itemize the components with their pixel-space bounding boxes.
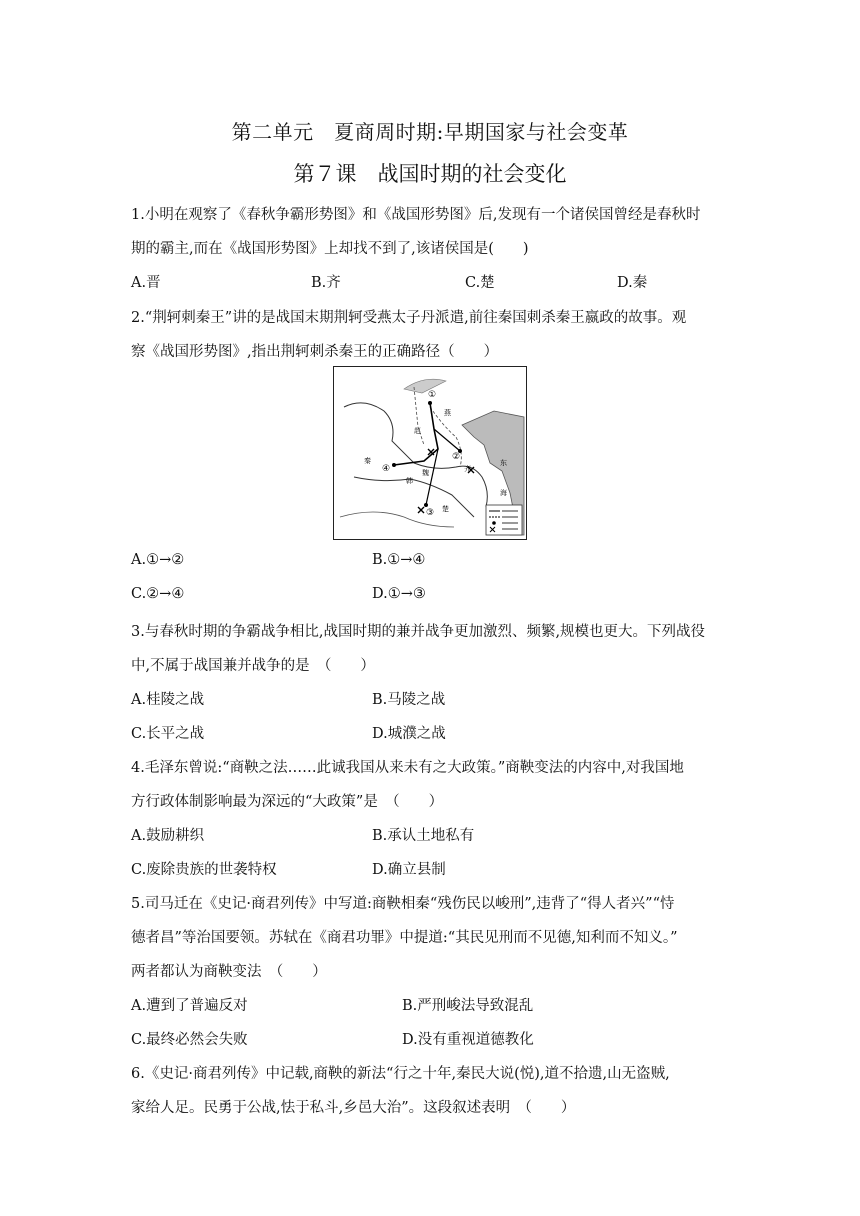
q4-option-a[interactable]: A.鼓励耕织 — [131, 828, 205, 844]
map-label-wei: 魏 — [422, 469, 429, 477]
warring-states-map — [333, 366, 527, 540]
map-marker-3: ③ — [426, 508, 435, 518]
q3-option-d[interactable]: D.城濮之战 — [372, 726, 446, 742]
map-label-hai: 海 — [500, 489, 507, 497]
q2-option-d[interactable]: D.①→③ — [372, 586, 426, 602]
question-4-line-2: 方行政体制影响最为深远的“大政策”是 （ ） — [131, 794, 444, 810]
question-1-line-2: 期的霸主,而在《战国形势图》上却找不到了,该诸侯国是( ) — [131, 241, 529, 257]
map-marker-4: ④ — [382, 464, 391, 474]
map-label-han: 韩 — [406, 477, 413, 485]
q1-option-a[interactable]: A.晋 — [131, 275, 161, 291]
lesson-title: 第７课 战国时期的社会变化 — [293, 162, 567, 186]
q3-option-b[interactable]: B.马陵之战 — [372, 692, 446, 708]
q5-option-d[interactable]: D.没有重视道德教化 — [402, 1032, 534, 1048]
map-marker-2: ② — [452, 452, 461, 462]
q1-option-d[interactable]: D.秦 — [617, 275, 648, 291]
question-6-line-1: 6.《史记·商君列传》中记载,商鞅的新法“行之十年,秦民大说(悦),道不拾遗,山无盗贼, — [131, 1066, 670, 1082]
unit-title: 第二单元 夏商周时期:早期国家与社会变革 — [231, 120, 629, 144]
q2-option-a[interactable]: A.①→② — [131, 552, 185, 568]
map-label-zhao: 赵 — [414, 427, 421, 435]
map-label-qi: 齐 — [464, 465, 471, 473]
question-2-line-1: 2.“荆轲刺秦王”讲的是战国末期荆轲受燕太子丹派遣,前往秦国刺杀秦王嬴政的故事。观 — [131, 310, 687, 326]
question-6-line-2: 家给人足。民勇于公战,怯于私斗,乡邑大治”。这段叙述表明 （ ） — [131, 1100, 576, 1116]
q3-option-a[interactable]: A.桂陵之战 — [131, 692, 205, 708]
q5-option-b[interactable]: B.严刑峻法导致混乱 — [402, 998, 534, 1014]
question-3-line-1: 3.与春秋时期的争霸战争相比,战国时期的兼并战争更加激烈、频繁,规模也更大。下列战役 — [131, 624, 706, 640]
question-2-line-2: 察《战国形势图》,指出荆轲刺杀秦王的正确路径（ ） — [131, 344, 499, 360]
q4-option-d[interactable]: D.确立县制 — [372, 862, 446, 878]
q1-option-b[interactable]: B.齐 — [311, 275, 341, 291]
map-marker-1: ① — [428, 390, 437, 400]
question-5-line-1: 5.司马迁在《史记·商君列传》中写道:商鞅相秦“残伤民以峻刑”,违背了“得人者兴”“恃 — [131, 896, 675, 912]
question-3-line-2: 中,不属于战国兼并战争的是 （ ） — [131, 658, 375, 674]
q4-option-c[interactable]: C.废除贵族的世袭特权 — [131, 862, 277, 878]
map-label-yan: 燕 — [444, 409, 451, 417]
map-drawing — [334, 367, 525, 538]
question-5-line-3: 两者都认为商鞅变法 （ ） — [131, 964, 327, 980]
map-label-chu: 楚 — [442, 505, 449, 513]
q2-option-b[interactable]: B.①→④ — [372, 552, 426, 568]
map-label-dong: 东 — [500, 459, 507, 467]
q5-option-a[interactable]: A.遭到了普遍反对 — [131, 998, 248, 1014]
q2-option-c[interactable]: C.②→④ — [131, 586, 185, 602]
q3-option-c[interactable]: C.长平之战 — [131, 726, 205, 742]
question-1-line-1: 1.小明在观察了《春秋争霸形势图》和《战国形势图》后,发现有一个诸侯国曾经是春秋时 — [131, 207, 701, 223]
question-4-line-1: 4.毛泽东曾说:“商鞅之法……此诚我国从来未有之大政策。”商鞅变法的内容中,对我国地 — [131, 760, 684, 776]
map-label-qin: 秦 — [364, 457, 371, 465]
q5-option-c[interactable]: C.最终必然会失败 — [131, 1032, 248, 1048]
question-5-line-2: 德者昌”等治国要领。苏轼在《商君功罪》中提道:“其民见刑而不见德,知利而不知义。” — [131, 930, 678, 946]
q1-option-c[interactable]: C.楚 — [465, 275, 495, 291]
q4-option-b[interactable]: B.承认土地私有 — [372, 828, 475, 844]
